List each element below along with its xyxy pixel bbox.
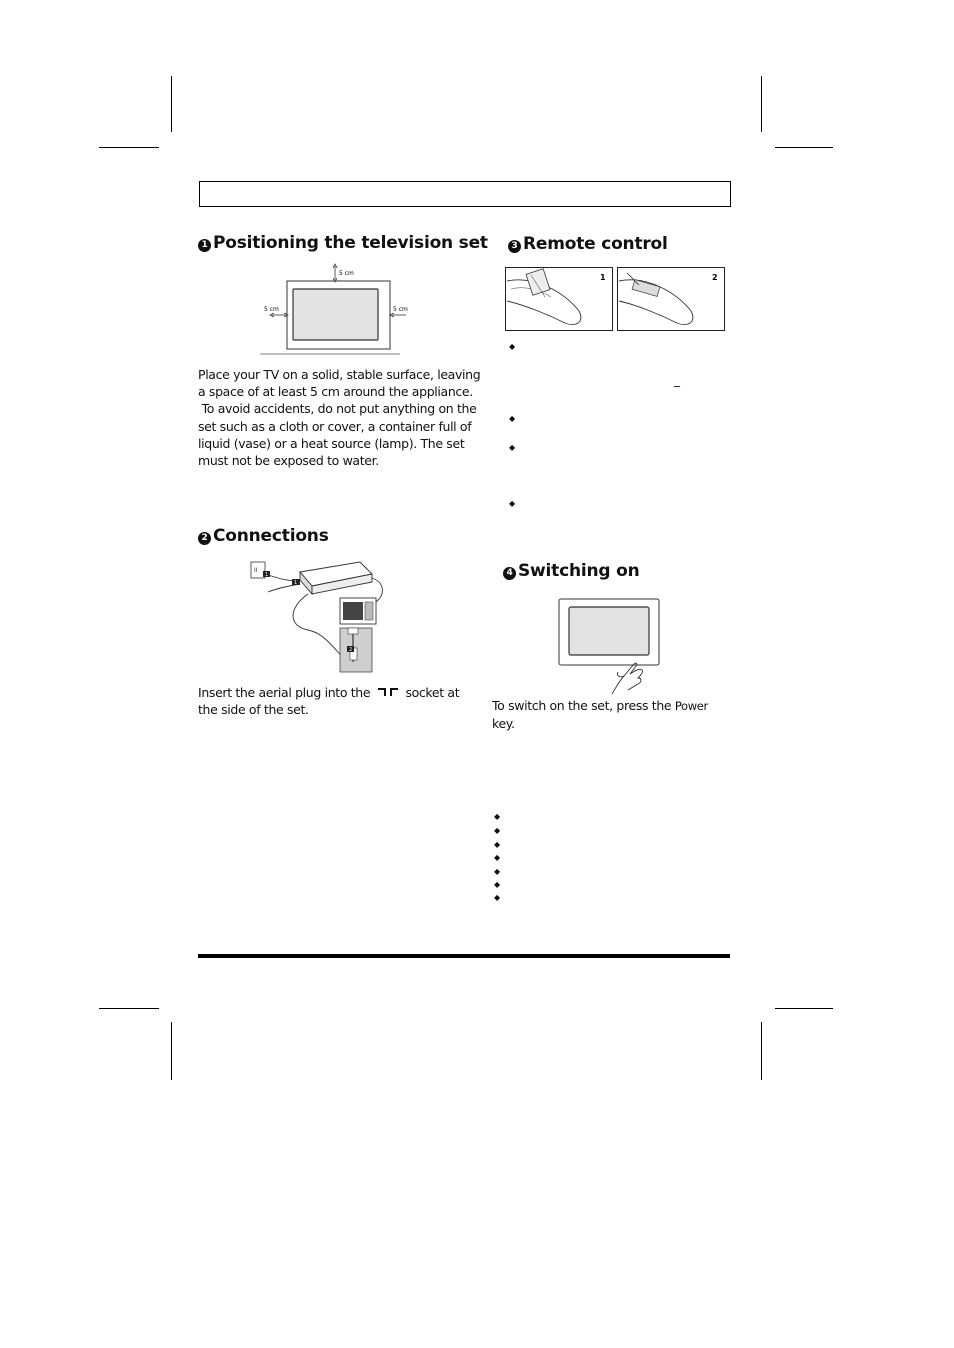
crop-mark — [761, 76, 762, 132]
dash-mark: _ — [674, 373, 680, 387]
remote-battery-figure-1 — [505, 267, 613, 331]
svg-text:1: 1 — [294, 580, 298, 586]
text-segment: To switch on the set, press the — [492, 698, 672, 713]
bullet-marker: ◆ — [494, 812, 501, 821]
section-title-positioning — [198, 233, 488, 253]
hand-icon — [612, 663, 643, 694]
svg-text:II: II — [254, 567, 258, 574]
bullet-marker: ◆ — [509, 342, 516, 351]
bullet-marker: ◆ — [494, 867, 501, 876]
crop-mark — [775, 147, 833, 148]
text-line: key. — [492, 716, 515, 732]
bullet-marker: ◆ — [494, 826, 501, 835]
clearance-label-right: 5 cm — [393, 306, 408, 313]
text-line — [492, 697, 708, 715]
connections-illustration — [248, 558, 388, 676]
section-number-badge: 3 — [508, 240, 521, 253]
section-number-badge: 4 — [503, 567, 516, 580]
section-number-badge: 2 — [198, 532, 211, 545]
text-line: To avoid accidents, do not put anything on the — [198, 401, 477, 417]
section-title-text: Remote control — [523, 234, 668, 254]
text-line: must not be exposed to water. — [198, 453, 379, 469]
text-line: set such as a cloth or cover, a container full of — [198, 418, 472, 434]
bullet-marker: ◆ — [494, 880, 501, 889]
crop-mark — [99, 1008, 159, 1009]
crop-mark — [171, 76, 172, 132]
clearance-label-left: 5 cm — [264, 306, 279, 313]
crop-mark — [171, 1022, 172, 1080]
text-line — [198, 684, 459, 701]
step-label-1: 1 — [265, 572, 269, 578]
bullet-marker: ◆ — [494, 893, 501, 902]
connections-text — [198, 684, 459, 718]
step-label-2: 2 — [349, 647, 353, 653]
bullet-marker: ◆ — [494, 840, 501, 849]
section-title-text: Switching on — [518, 561, 640, 581]
crop-mark — [99, 147, 159, 148]
section-title-connections — [198, 526, 329, 546]
clearance-label-top: 5 cm — [339, 270, 354, 277]
text-line: liquid (vase) or a heat source (lamp). The set — [198, 435, 465, 451]
text-line: Place your TV on a solid, stable surface, leaving — [198, 367, 481, 382]
remote-battery-figure-2 — [617, 267, 725, 331]
bullet-marker: ◆ — [509, 499, 516, 508]
tv-clearance-illustration — [258, 262, 408, 358]
figure-label-1: 1 — [600, 273, 606, 282]
text-segment: socket at — [405, 685, 460, 700]
aerial-socket-icon — [377, 687, 399, 697]
section-title-text: Positioning the television set — [213, 233, 488, 253]
text-segment: Insert the aerial plug into the — [198, 685, 371, 700]
footer-rule — [198, 954, 730, 958]
bullet-marker: ◆ — [494, 853, 501, 862]
positioning-text — [198, 366, 480, 469]
tv-power-illustration — [558, 598, 662, 696]
power-key-name: Power — [674, 699, 708, 713]
crop-mark — [761, 1022, 762, 1080]
crop-mark — [775, 1008, 833, 1009]
text-line: a space of at least 5 cm around the appliance. — [198, 384, 473, 400]
section-title-remote — [508, 234, 668, 254]
figure-label-2: 2 — [712, 273, 718, 282]
switching-text — [492, 697, 708, 732]
section-title-switching — [503, 561, 639, 581]
section-number-badge: 1 — [198, 239, 211, 252]
text-line: the side of the set. — [198, 702, 309, 718]
section-title-text: Connections — [213, 526, 329, 546]
bullet-marker: ◆ — [509, 443, 516, 452]
bullet-marker: ◆ — [509, 414, 516, 423]
header-box — [199, 181, 731, 207]
